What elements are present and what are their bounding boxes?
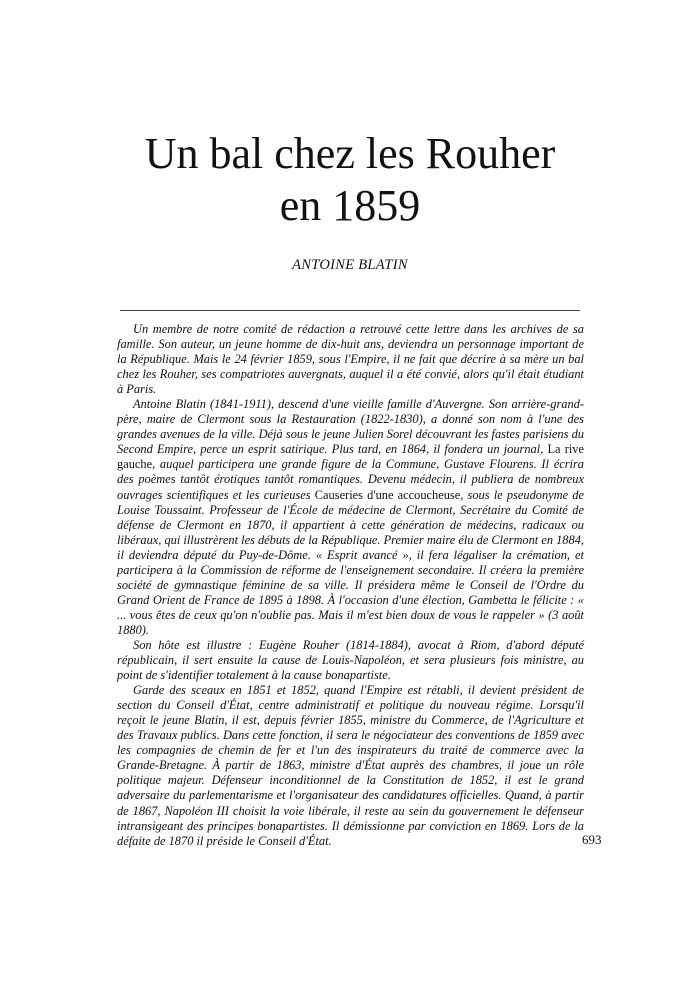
author-name: ANTOINE BLATIN [292,257,408,273]
biography-text-b: auquel participera une grande figure de la Commune, Gustave Flourens. Il écrira des poèmes tantôt érotiques tantôt romantiques. Devenu médecin, il publiera de nombreux ouvrages scientifiques et les curieuses [117,457,584,502]
journal-title: La rive gauche, [117,442,584,472]
book-title-continued: d'une accoucheuse, [367,487,464,502]
host-paragraph: Son hôte est illustre : Eugène Rouher (1814-1884), avocat à Riom, d'abord député républicain, il sert ensuite la cause de Louis-Napoléon, et sera plusieurs fois ministre, au point de s'identifier totalement à la cause bonapartiste. [117,637,584,683]
separator-rule [120,310,580,311]
career-paragraph: Garde des sceaux en 1851 et 1852, quand l'Empire est rétabli, il devient président de section du Conseil d'État, centre administratif et politique du nouveau régime. Lorsqu'il reçoit le jeune Blatin, il est, depuis février 1855, ministre du Commerce, de l'Agriculture et des Travaux publics. Dans cette fonction, il sera le négociateur des conventions de 1859 avec les compagnies de chemin de fer et l'un des inspirateurs du traité de commerce avec la Grande-Bretagne. À partir de 1863, ministre d'État auprès des chambres, il joue un rôle politique majeur. Défenseur inconditionnel de la Constitution de 1852, il est le grand adversaire du parlementarisme et l'organisateur des candidatures officielles. Quand, à partir de 1867, Napoléon III choisit la voie libérale, il reste au sein du gouvernement le défenseur intransigeant des principes bonapartistes. Il démissionne par conviction en 1869. Lors de la défaite de 1870 il préside le Conseil d'État. [117,683,584,848]
intro-paragraph: Un membre de notre comité de rédaction a retrouvé cette lettre dans les archives de sa famille. Son auteur, un jeune homme de dix-huit ans, deviendra un personnage important de la République. Mais le 24 février 1859, sous l'Empire, il ne fait que décrire à sa mère un bal chez les Rouher, ses compatriotes auvergnats, auquel il a été convié, alors qu'il était étudiant à Paris. [117,322,584,397]
biography-text-a: Antoine Blatin (1841-1911), descend d'une vieille famille d'Auvergne. Son arrière-grand-père, maire de Clermont sous la Restauration (1822-1830), a donné son nom à l'une des grandes avenues de la ville. Déjà sous le jeune Julien Sorel découvrant les fastes parisiens du Second Empire, perce un esprit satirique. Plus tard, en 1864, il fondera un journal, [117,397,584,457]
book-title: Causeries [314,487,363,502]
article-title [0,128,700,232]
page-number: 693 [582,832,602,847]
biography-paragraph [117,397,584,638]
title-line-1: Un bal chez les Rouher [144,129,556,178]
introduction-text [117,322,584,849]
biography-text-d: sous le pseudonyme de Louise Toussaint. Professeur de l'École de médecine de Clermont, Secrétaire du Comité de défense de Clermont en 1870, il appartient à cette génération de médecins, radicaux ou libéraux, qui illustrèrent les débuts de la République. Premier maire élu de Clermont en 1884, il deviendra député du Puy-de-Dôme. « Esprit avancé », il fera légaliser la crémation, et participera à la Commission de réforme de l'enseignement secondaire. Il créera la première société de gymnastique féminine de sa ville. Il présidera même le Conseil de l'Ordre du Grand Orient de France de 1895 à 1898. À l'occasion d'une élection, Gambetta le félicite : « ... vous êtes de ceux qu'on n'oublie pas. Mais il m'est bien doux de vous le rappeler » (3 août 1880). [117,487,584,637]
title-line-2: en 1859 [279,181,421,230]
